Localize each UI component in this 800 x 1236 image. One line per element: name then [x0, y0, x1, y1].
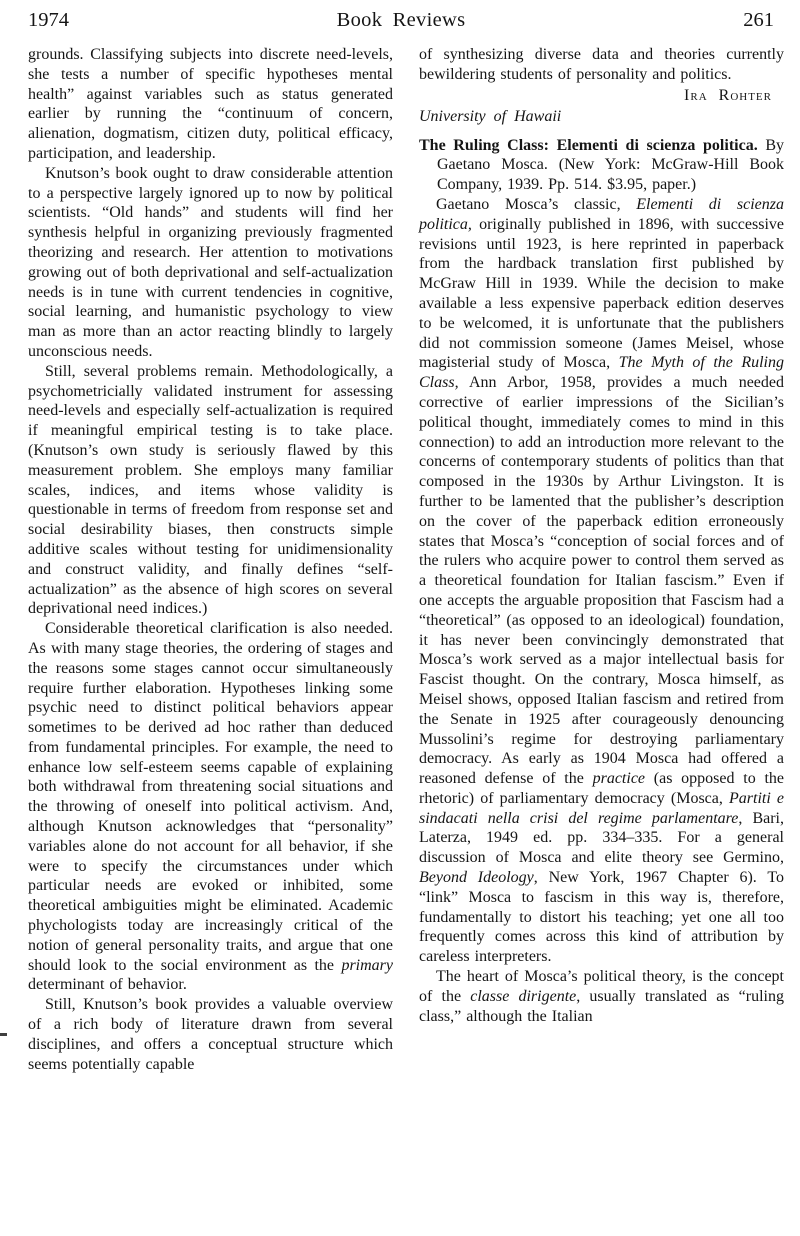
italic-run: classe dirigente — [470, 987, 577, 1005]
review-heading — [419, 136, 784, 195]
text-run: Knutson’s book ought to draw considerable attention to a perspective largely ignored up to now by political scientists. “Old hands” and students will find her synthesis helpful in organizing previously fragmented theorizing and research. Her attention to motivations growing out of both deprivational and self-actualization needs is in tune with current tendencies in cognitive, social learning, and humanistic psychology to view man as more than an actor reacting blindly to largely unconscious needs. — [28, 164, 393, 360]
text-run: determinant of behavior. — [28, 976, 187, 994]
paragraph — [28, 362, 393, 619]
italic-run: Elementi di scienza politica, — [419, 195, 784, 233]
review-body — [419, 195, 784, 1026]
continuation-paragraph — [419, 45, 784, 85]
header-year: 1974 — [28, 9, 69, 31]
paragraph — [419, 967, 784, 1026]
text-run: Considerable theoretical clarification is also needed. As with many stage theories, the ordering of stages and the reasons some stages cannot occur simultaneously require further elaboration. Hypotheses linking some psychic need to distinct political behaviors appear sometimes to be derived ad hoc rather than deduced from fundamental principles. For example, the need to enhance low self-esteem seems capable of explaining both withdrawal from threatening social situations and the throwing of oneself into political activism. And, although Knutson acknowledges that “personality” variables alone do not account for all behavior, if she were to specify the circumstances under which particular needs are evoked or inhibited, some theoretical ambiguities might be eliminated. Academic phychologists today are increasingly critical of the notion of general personality traits, and argue that one should look to the social environment as the — [28, 620, 393, 974]
paragraph — [28, 619, 393, 995]
header-title: Book Reviews — [336, 9, 466, 31]
italic-run: practice — [592, 770, 646, 788]
text-run: grounds. Classifying subjects into discrete need-levels, she tests a number of specific hypotheses mental health” against variables such as status generated earlier by running the “continuum of concern, alienation, dogmatism, citizen duty, political efficacy, participation, and leadership. — [28, 46, 393, 162]
reviewer-signature: Ira Rohter — [684, 86, 772, 104]
scan-edge-mark — [0, 1033, 7, 1036]
text-run: The heart of Mosca’s political theory, is the concept of the — [419, 968, 784, 1005]
text-run: (as opposed to the rhetoric) of parliamentary democracy (Mosca, — [419, 770, 784, 807]
italic-run: Beyond Ideology — [419, 869, 534, 887]
text-run: originally published in 1896, with successive revisions until 1923, is here reprinted in paperback from the hardback translation first published by McGraw Hill in 1939. While the decision to make available a less expensive paperback edition deserves to be welcomed, it is unfortunate that the publishers did not commission someone (James Meisel, whose magisterial study of Mosca, — [419, 215, 784, 372]
paragraph — [419, 195, 784, 967]
text-run: Gaetano Mosca’s classic, — [436, 195, 637, 213]
text-run: By Gaetano Mosca. (New York: McGraw-Hill Book Company, 1939. Pp. 514. $3.95, paper.) — [437, 136, 785, 194]
right-column — [419, 45, 784, 1074]
italic-run: Partiti e sindacati nella crisi del regime parlamentare — [419, 789, 784, 827]
text-run: , Bari, Laterza, 1949 ed. pp. 334–335. For a general discussion of Mosca and elite theory see Germino, — [419, 809, 784, 867]
two-column-body — [0, 32, 800, 1074]
text-run: Ann Arbor, 1958, provides a much needed corrective of earlier impressions of the Sicilian’s political thought, immediately comes to mind in this connection) to add an introduction more relevant to the concerns of contemporary students of politics than that composed in the 1930s by Arthur Livingston. It is further to be lamented that the publisher’s description on the cover of the paperback edition erroneously states that Mosca’s “conception of social forces and of the rulers who acquire power to control them served as a theoretical foundation for Italian fascism.” Even if one accepts the arguable proposition that Fascism had a “theoretical” (as opposed to an ideological) foundation, it has never been convincingly demonstrated that Mosca’s work served as a major intellectual basis for Fascist thought. On the contrary, Mosca himself, as Meisel shows, opposed Italian fascism and retired from the Senate in 1925 after courageously denouncing Mussolini’s regime for destroying parliamentary democracy. As early as 1904 Mosca had offered a reasoned defense of the — [419, 374, 784, 788]
text-run: of synthesizing diverse data and theories currently bewildering students of personality and politics. — [419, 46, 784, 83]
page-header — [0, 0, 800, 32]
text-run: , usually translated as “ruling class,” although the Italian — [419, 987, 785, 1025]
text-run: Still, several problems remain. Methodologically, a psychometricially validated instrument for assessing need-levels and especially self-actualization is required if meaningful empirical testing is to take place. (Knutson’s own study is seriously flawed by this measurement problem. She employs many familiar scales, indices, and items whose validity is questionable in terms of freedom from response set and social desirability biases, then constructs simple additive scales without testing for unidimensionality and construct validity, and finally defines “self-actualization” as the absence of high scores on several deprivational need indices.) — [28, 362, 393, 618]
bold-run: The Ruling Class: Elementi di scienza politica. — [419, 136, 758, 154]
italic-run: primary — [341, 956, 393, 974]
italic-run: The Myth of the Ruling Class, — [419, 354, 784, 392]
paragraph — [28, 995, 393, 1074]
text-run: Still, Knutson’s book provides a valuable overview of a rich body of literature drawn from several disciplines, and offers a conceptual structure which seems potentially capable — [28, 996, 393, 1073]
header-page-number: 261 — [743, 9, 774, 31]
paragraph — [28, 45, 393, 164]
reviewer-affiliation: University of Hawaii — [419, 107, 562, 125]
paragraph — [28, 164, 393, 362]
left-column — [28, 45, 393, 1074]
text-run: , New York, 1967 Chapter 6). To “link” Mosca to fascism in this way is, therefore, fundamentally to distort his teaching; yet one all too frequently comes across this kind of attribution by careless interpreters. — [419, 869, 784, 966]
